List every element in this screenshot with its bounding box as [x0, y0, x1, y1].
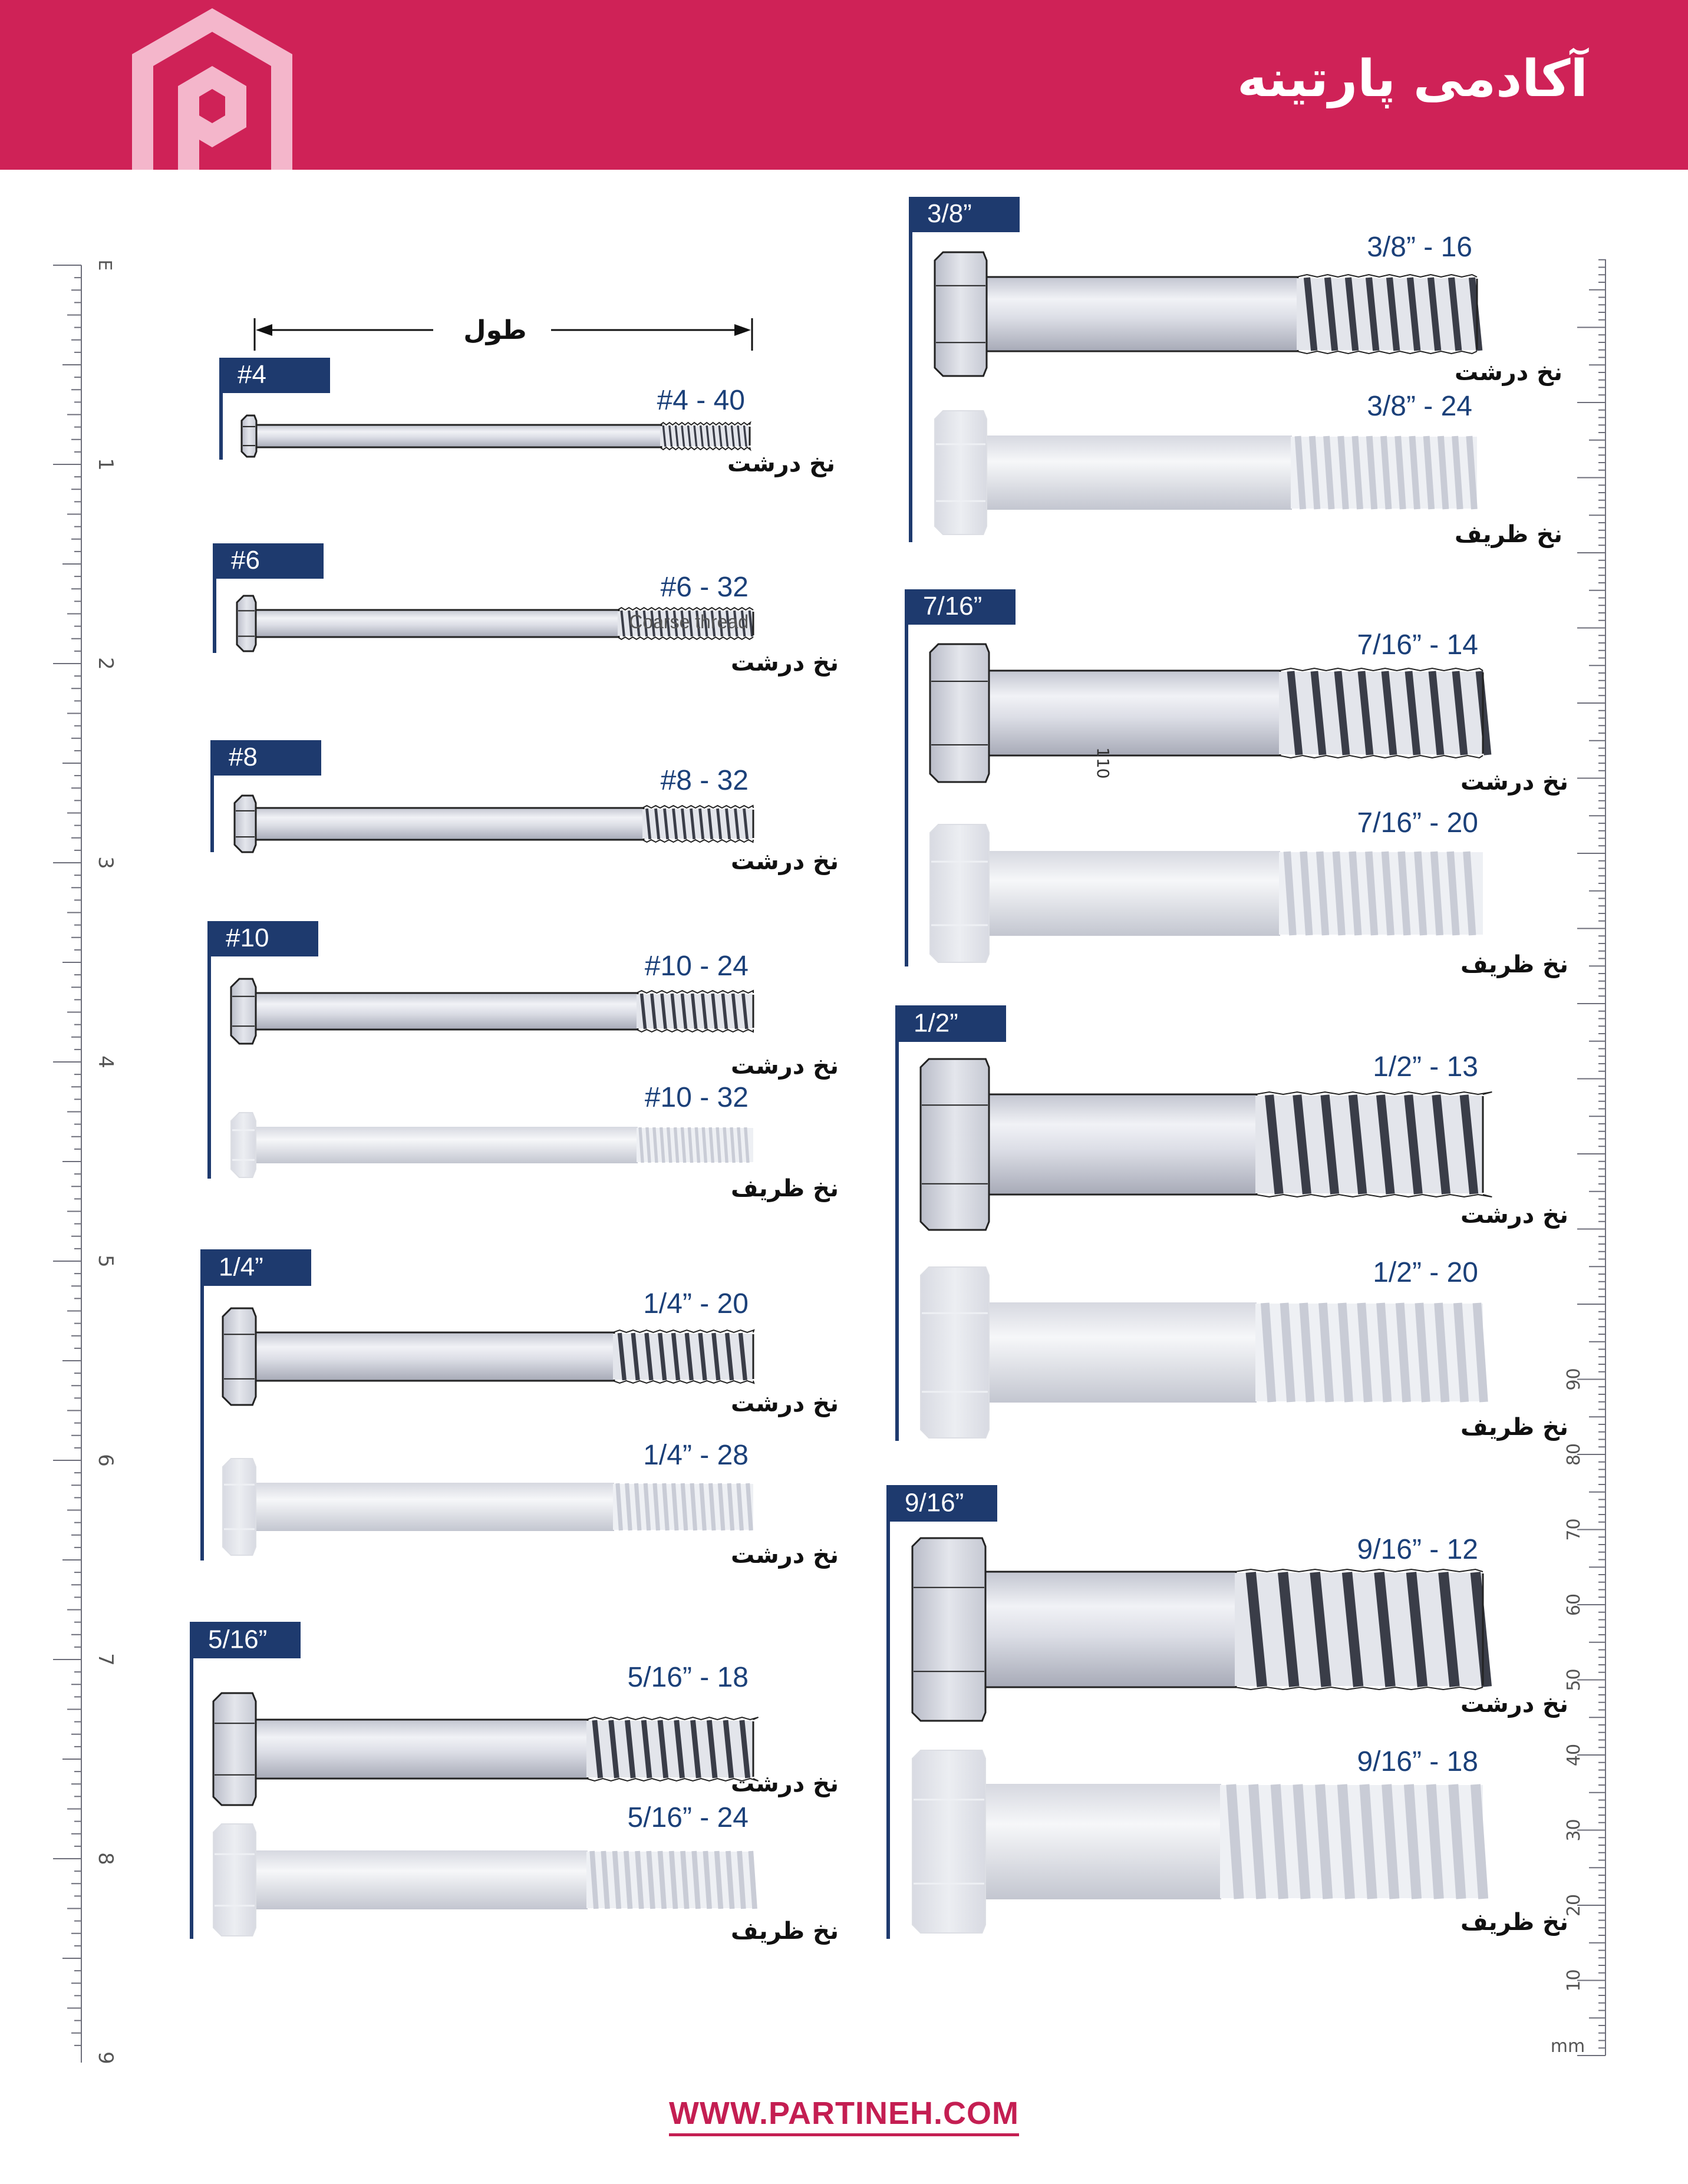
bolt-shank: [255, 1127, 638, 1163]
thread-size-label: 3/8” - 24: [1367, 391, 1472, 422]
bolt: [935, 232, 1562, 386]
stray-mark-label: 110: [1093, 747, 1113, 779]
thread-type-label: نخ درشت: [727, 450, 836, 477]
bolt: [921, 1051, 1568, 1230]
bolt-shank: [988, 671, 1280, 756]
bolt: [213, 1662, 839, 1805]
mm-ruler-label: 60: [1564, 1593, 1584, 1616]
inch-ruler-label: 1: [94, 458, 117, 471]
bolt-shank: [255, 993, 638, 1030]
thread-type-label: نخ ظریف: [1460, 951, 1568, 978]
bolt: [223, 1288, 839, 1417]
bolt-head: [930, 644, 989, 782]
thread-type-label: نخ درشت: [731, 649, 839, 677]
bolt-shank: [255, 425, 661, 447]
inch-ruler-label: 7: [94, 1653, 117, 1666]
bolt-thread: [1220, 1784, 1483, 1899]
bolt-shank: [255, 1720, 588, 1779]
page-title: آکادمی پارتینه: [1237, 50, 1588, 108]
thread-type-label: نخ ظریف: [1460, 1414, 1568, 1441]
bolt-head: [235, 796, 256, 852]
size-tag-label: 5/16”: [208, 1625, 268, 1654]
group-bracket: [909, 197, 912, 542]
bolt-shank: [255, 1850, 588, 1909]
mm-ruler-label: 40: [1564, 1743, 1584, 1767]
bolt-head: [921, 1267, 989, 1438]
bolt-head: [231, 1113, 256, 1177]
size-tag-label: #10: [226, 923, 269, 953]
size-tag-label: 7/16”: [923, 592, 983, 621]
bolt-thread: [586, 1851, 755, 1909]
bolt-thread: [1255, 1303, 1483, 1402]
inch-ruler-label: 3: [94, 856, 117, 869]
mm-ruler-label: 10: [1564, 1969, 1584, 1992]
thread-type-label: نخ درشت: [1460, 768, 1569, 796]
thread-type-label: نخ درشت: [731, 848, 839, 875]
bolt: [930, 629, 1568, 796]
thread-type-label: نخ ظریف: [731, 1918, 839, 1945]
mm-ruler-unit: mm: [1550, 2036, 1585, 2057]
bolt-group: [895, 1005, 1568, 1441]
bolt-group: [213, 543, 839, 677]
bolt-shank: [984, 1784, 1221, 1899]
mm-ruler-label: 90: [1564, 1368, 1584, 1391]
group-bracket: [210, 740, 214, 852]
bolt-thread: [637, 1127, 753, 1163]
thread-size-label: #6 - 32: [660, 572, 749, 603]
thread-type-label: نخ درشت: [731, 1390, 839, 1417]
bolt-group: [219, 358, 835, 477]
bolt-group: [909, 197, 1562, 548]
thread-size-label: 5/16” - 18: [627, 1662, 749, 1693]
bolt: [930, 807, 1568, 978]
bolt-group: [905, 589, 1568, 978]
thread-size-label: 9/16” - 12: [1357, 1534, 1478, 1565]
mm-ruler-label: 80: [1564, 1443, 1584, 1466]
group-bracket: [905, 589, 908, 966]
bolt-group: [886, 1485, 1568, 1939]
length-label: طول: [463, 315, 527, 345]
thread-type-label: نخ ظریف: [1455, 521, 1562, 548]
bolt: [935, 391, 1562, 548]
thread-size-label: 7/16” - 20: [1357, 807, 1478, 839]
bolt-shank: [988, 1302, 1257, 1403]
group-bracket: [200, 1249, 204, 1561]
bolt-head: [213, 1693, 256, 1805]
bolt-thread: [642, 806, 753, 842]
thread-type-label: نخ درشت: [1460, 1202, 1569, 1229]
bolt-thread: [1235, 1569, 1486, 1690]
bolt-shank: [984, 1572, 1236, 1687]
thread-size-label: 1/4” - 28: [643, 1440, 749, 1471]
bolt: [235, 765, 839, 875]
inch-ruler-label: 5: [94, 1255, 117, 1268]
bolt-thread: [613, 1330, 754, 1383]
size-tag-label: #4: [238, 360, 266, 390]
bolt-shank: [255, 1332, 614, 1381]
thread-type-label: نخ ظریف: [1460, 1909, 1568, 1936]
mm-ruler-label: 70: [1564, 1518, 1584, 1541]
mm-ruler-label: 20: [1564, 1893, 1584, 1917]
mm-ruler-label: 50: [1564, 1668, 1584, 1691]
inch-ruler-label: 9: [94, 2051, 117, 2064]
bolt-head: [223, 1308, 256, 1405]
bolt: [242, 385, 835, 477]
thread-size-label: 9/16” - 18: [1357, 1746, 1478, 1777]
bolt-thread: [1291, 436, 1477, 509]
thread-size-label: #4 - 40: [657, 385, 745, 416]
thread-size-label: 1/4” - 20: [643, 1288, 749, 1319]
thread-type-label: نخ درشت: [731, 1053, 839, 1080]
bolt-head: [242, 415, 256, 457]
bolt-thread: [1255, 1092, 1492, 1197]
thread-size-label: 1/2” - 13: [1373, 1051, 1478, 1083]
bolt-head: [912, 1538, 985, 1721]
bolt-thread: [660, 423, 750, 450]
size-tag-label: 3/8”: [927, 199, 972, 229]
bolt-thread: [1279, 668, 1488, 758]
bolt-group: [207, 921, 839, 1202]
bolt-shank: [985, 277, 1298, 351]
thread-size-label: 3/8” - 16: [1367, 232, 1472, 263]
thread-size-label: 7/16” - 14: [1357, 629, 1478, 661]
bolt-thread: [1279, 852, 1483, 935]
bolt: [231, 1082, 839, 1202]
bolt: [231, 951, 839, 1080]
bolt: [237, 572, 839, 677]
thread-size-label: #10 - 32: [644, 1082, 749, 1113]
group-bracket: [213, 543, 216, 653]
size-tag-label: 9/16”: [905, 1488, 964, 1517]
bolt-head: [930, 824, 989, 962]
bolt: [223, 1440, 839, 1569]
bolt-thread: [637, 991, 753, 1032]
bolt: [213, 1802, 839, 1945]
dimension-arrow-left: [256, 324, 272, 336]
bolt-shank: [988, 1094, 1257, 1195]
mm-ruler-label: 30: [1564, 1819, 1584, 1842]
bolt-shank: [985, 436, 1292, 510]
group-bracket: [219, 358, 223, 460]
bolt-shank: [988, 851, 1280, 936]
inch-ruler-label: 2: [94, 657, 117, 670]
inch-ruler-mark: E: [94, 259, 115, 271]
bolt-group: [190, 1622, 839, 1945]
thread-size-label: 5/16” - 24: [627, 1802, 749, 1833]
thread-type-label: نخ درشت: [731, 1770, 839, 1797]
dimension-arrow-right: [734, 324, 751, 336]
thread-type-label: نخ درشت: [1455, 359, 1563, 386]
thread-type-label: نخ ظریف: [731, 1175, 839, 1202]
bolt-head: [213, 1824, 256, 1936]
bolt-shank: [255, 610, 619, 637]
bolt: [912, 1534, 1568, 1721]
bolt-head: [231, 979, 256, 1044]
group-bracket: [895, 1005, 899, 1441]
thread-type-label: نخ درشت: [731, 1542, 839, 1569]
footer-website-text[interactable]: WWW.PARTINEH.COM: [669, 2096, 1019, 2136]
size-tag-label: 1/2”: [914, 1008, 958, 1038]
bolt-thread: [1297, 275, 1479, 354]
inch-ruler-label: 4: [94, 1055, 117, 1068]
inch-ruler: [53, 260, 117, 2064]
bolt-head: [935, 252, 987, 376]
bolt-group: [200, 1249, 839, 1569]
bolt-head: [223, 1459, 256, 1555]
bolt: [912, 1746, 1568, 1936]
thread-size-label: #10 - 24: [644, 951, 749, 982]
size-tag-label: #8: [229, 743, 258, 772]
size-tag-label: #6: [231, 546, 260, 575]
english-thread-label: Coarse thread: [629, 611, 749, 632]
inch-ruler-label: 6: [94, 1454, 117, 1467]
inch-ruler-label: 8: [94, 1852, 117, 1865]
bolt-thread: [613, 1483, 753, 1530]
bolt-head: [935, 411, 987, 535]
group-bracket: [190, 1622, 193, 1939]
bolt-shank: [255, 1483, 614, 1531]
bolt-head: [921, 1059, 989, 1230]
bolt-shank: [255, 808, 644, 840]
footer-website[interactable]: [0, 2095, 1688, 2132]
thread-size-label: 1/2” - 20: [1373, 1257, 1478, 1288]
bolt-head: [912, 1750, 985, 1933]
bolt-head: [237, 596, 256, 651]
thread-size-label: #8 - 32: [660, 765, 749, 796]
bolt-group: [210, 740, 839, 875]
size-tag-label: 1/4”: [219, 1252, 263, 1282]
group-bracket: [207, 921, 211, 1179]
group-bracket: [886, 1485, 890, 1939]
thread-type-label: نخ درشت: [1460, 1691, 1569, 1718]
bolt: [921, 1257, 1568, 1441]
